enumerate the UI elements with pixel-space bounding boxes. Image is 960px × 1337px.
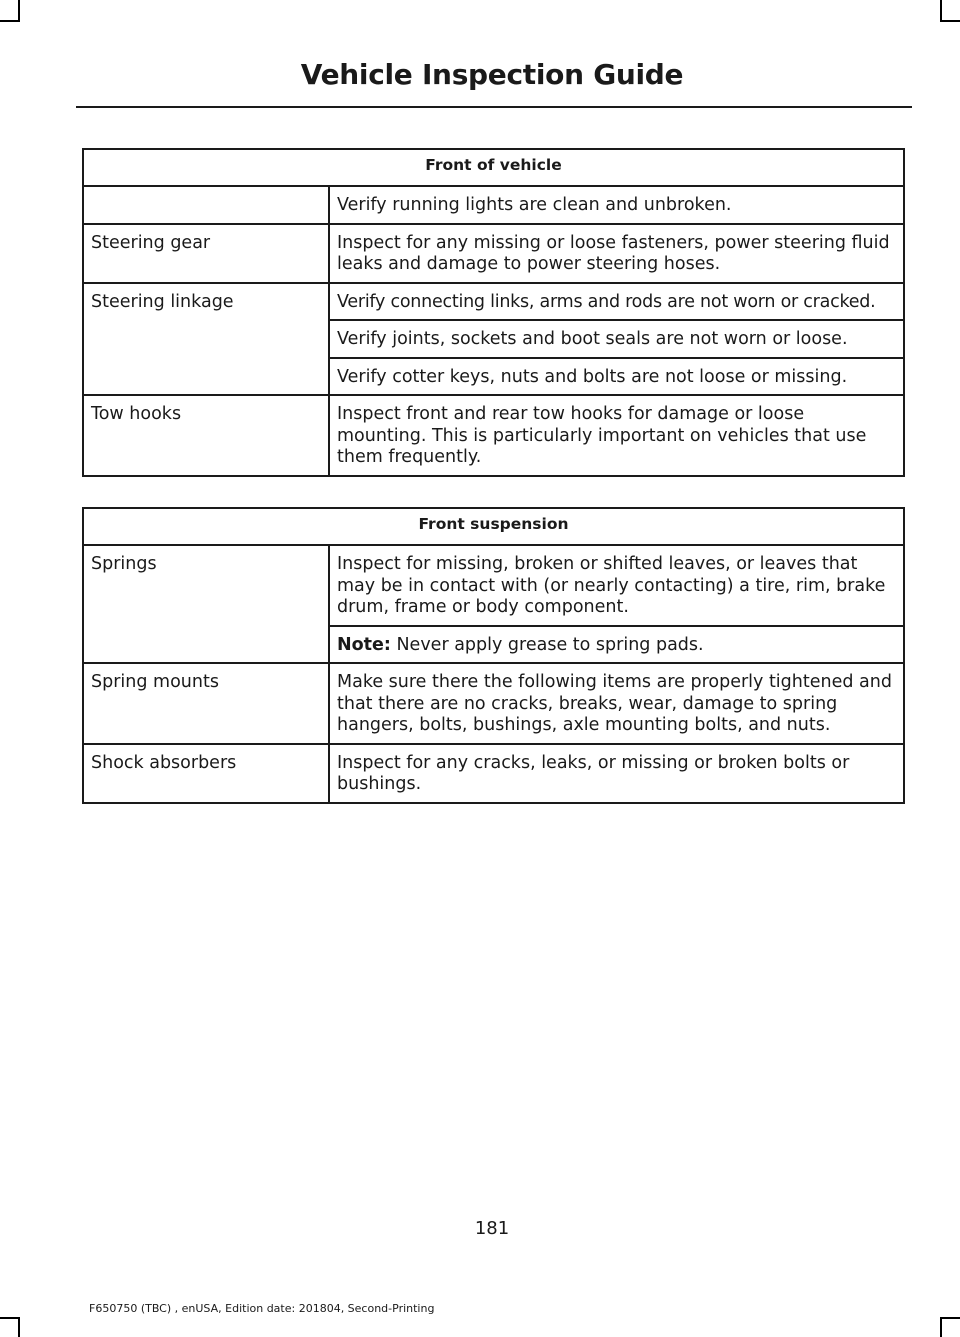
note-cell bbox=[329, 626, 904, 664]
check-cell: Verify running lights are clean and unbroken. bbox=[329, 186, 904, 224]
component-cell-empty bbox=[83, 358, 329, 396]
check-cell: Inspect for missing, broken or shifted leaves, or leaves that may be in contact with (or nearly contacting) a tire, rim, brake drum, frame or body component. bbox=[329, 545, 904, 626]
crop-mark bbox=[940, 0, 942, 22]
header-divider bbox=[76, 106, 912, 108]
table-row bbox=[83, 744, 904, 803]
table-row bbox=[83, 358, 904, 396]
check-cell: Inspect front and rear tow hooks for damage or loose mounting. This is particularly important on vehicles that use them frequently. bbox=[329, 395, 904, 476]
crop-mark bbox=[18, 0, 20, 22]
component-cell: Spring mounts bbox=[83, 663, 329, 744]
page-title: Vehicle Inspection Guide bbox=[300, 58, 684, 91]
front-suspension-table bbox=[82, 507, 905, 804]
note-label: Note: bbox=[337, 634, 391, 655]
crop-mark bbox=[940, 1317, 942, 1337]
table-row bbox=[83, 395, 904, 476]
component-cell: Springs bbox=[83, 545, 329, 663]
table-row bbox=[83, 545, 904, 626]
check-cell: Make sure there the following items are properly tightened and that there are no cracks, breaks, wear, damage to spring hangers, bolts, bushings, axle mounting bolts, and nuts. bbox=[329, 663, 904, 744]
footer-edition-info: F650750 (TBC) , enUSA, Edition date: 201804, Second-Printing bbox=[89, 1302, 435, 1315]
component-cell: Tow hooks bbox=[83, 395, 329, 476]
crop-mark bbox=[940, 20, 960, 22]
table-row bbox=[83, 224, 904, 283]
crop-mark bbox=[940, 1317, 960, 1319]
check-cell: Inspect for any missing or loose fasteners, power steering fluid leaks and damage to power steering hoses. bbox=[329, 224, 904, 283]
component-cell: Steering gear bbox=[83, 224, 329, 283]
component-cell: Steering linkage bbox=[83, 283, 329, 321]
component-cell: Shock absorbers bbox=[83, 744, 329, 803]
table-header-row bbox=[83, 149, 904, 186]
table-header-row bbox=[83, 508, 904, 545]
table-row bbox=[83, 320, 904, 358]
check-cell: Verify cotter keys, nuts and bolts are not loose or missing. bbox=[329, 358, 904, 396]
crop-mark bbox=[0, 1317, 20, 1319]
crop-mark bbox=[0, 20, 20, 22]
table-row bbox=[83, 283, 904, 321]
note-text: Never apply grease to spring pads. bbox=[390, 634, 704, 655]
check-cell: Inspect for any cracks, leaks, or missing or broken bolts or bushings. bbox=[329, 744, 904, 803]
table-row bbox=[83, 186, 904, 224]
front-of-vehicle-table bbox=[82, 148, 905, 477]
table-heading: Front suspension bbox=[83, 508, 904, 545]
page-number: 181 bbox=[474, 1218, 510, 1239]
table-row bbox=[83, 663, 904, 744]
crop-mark bbox=[18, 1317, 20, 1337]
check-cell: Verify connecting links, arms and rods are not worn or cracked. bbox=[329, 283, 904, 321]
table-heading: Front of vehicle bbox=[83, 149, 904, 186]
check-cell: Verify joints, sockets and boot seals are not worn or loose. bbox=[329, 320, 904, 358]
component-cell-empty bbox=[83, 320, 329, 358]
component-cell bbox=[83, 186, 329, 224]
